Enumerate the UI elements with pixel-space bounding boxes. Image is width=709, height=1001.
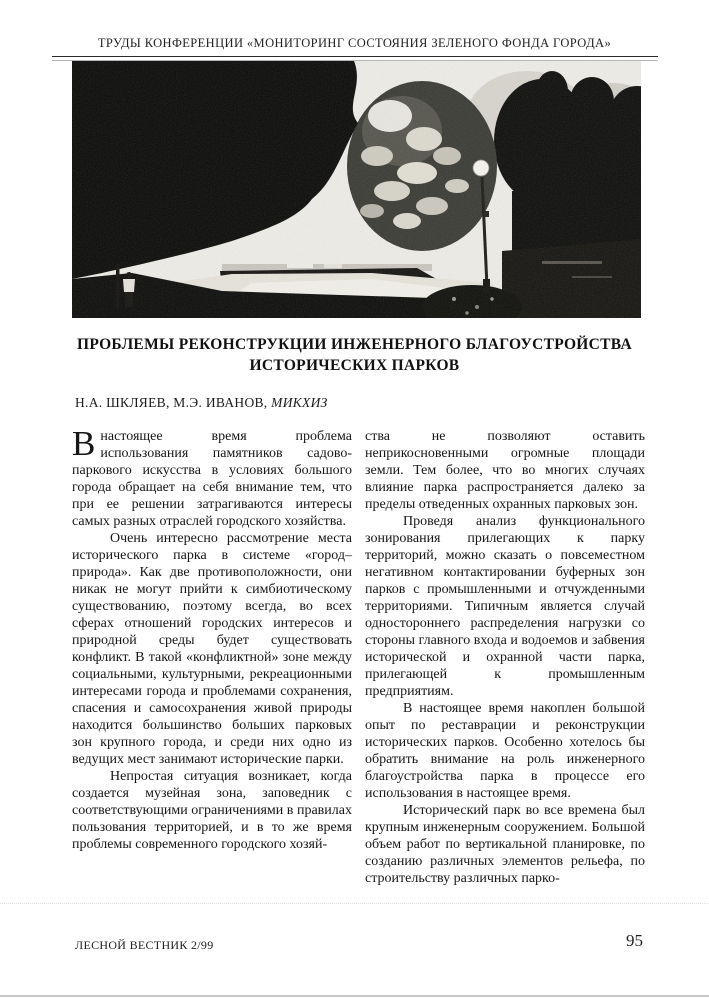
paragraph: ства не позволяют оставить неприкосновенными огромные площади земли. Тем более, что во многих случаях влияние парка распространяется далеко за пределы отведенных охранных парковых зон.	[365, 429, 645, 512]
park-photo-illustration	[72, 61, 641, 318]
paragraph: Очень интересно рассмотрение места исторического парка в системе «город–природа». Как две противоположности, они никак не могут прийти к симбиотическому существованию, поэтому всегда, во всех сферах отношений городских интересов и природной среды будет существовать конфликт. В такой «конфликтной» зоне между социальными, культурными, рекреационными интересами города и проблемами сохранения, спасения и самосохранения живой природы находится большинство больших парковых зон крупного города, и среди них одно из ведущих мест занимают исторические парки.	[72, 531, 352, 767]
scan-edge-line	[0, 995, 709, 997]
photo-grain	[72, 61, 641, 318]
paragraph	[72, 424, 352, 530]
paragraph: В настоящее время накоплен большой опыт по реставрации и реконструкции исторических парков. Особенно хотелось бы обратить внимание на роль инженерного благоустройства парка в процессе его использования в настоящее время.	[365, 701, 645, 801]
article-title	[0, 334, 709, 376]
journal-footer: ЛЕСНОЙ ВЕСТНИК 2/99	[75, 938, 214, 952]
running-header: ТРУДЫ КОНФЕРЕНЦИИ «МОНИТОРИНГ СОСТОЯНИЯ ЗЕЛЕНОГО ФОНДА ГОРОДА»	[97, 36, 612, 50]
page-number: 95	[626, 931, 643, 950]
dropcap: В	[72, 424, 96, 463]
authors-line	[75, 395, 709, 411]
affiliation: МИКХИЗ	[271, 395, 328, 410]
author-names: Н.А. ШКЛЯЕВ, М.Э. ИВАНОВ,	[75, 395, 268, 410]
paragraph: Исторический парк во все времена был крупным инженерным сооружением. Большой объем работ по вертикальной планировке, по созданию различных элементов рельефа, по строительству различных парко-	[365, 803, 645, 886]
article-title-line2: ИСТОРИЧЕСКИХ ПАРКОВ	[249, 357, 460, 374]
left-column	[72, 424, 352, 887]
scan-artifact-line	[0, 903, 709, 904]
right-column	[365, 428, 645, 887]
paragraph: Проведя анализ функционального зонирования прилегающих к парку территорий, можно сказать о повсеместном негативном контактировании буферных зон парков с промышленными и отчужденными территориями. Типичным является случай одностороннего распределения нагрузки со стороны главного входа и водоемов и забвения исторической и охранной части парка, прилегающей к промышленным предприятиям.	[365, 514, 645, 699]
park-photo	[72, 61, 641, 318]
article-body	[72, 424, 645, 887]
article-title-line1: ПРОБЛЕМЫ РЕКОНСТРУКЦИИ ИНЖЕНЕРНОГО БЛАГОУСТРОЙСТВА	[77, 336, 632, 353]
paragraph: Непростая ситуация возникает, когда создается музейная зона, заповедник с соответствующими ограничениями в правилах пользования территорией, и в то же время проблемы современного городского хозяй-	[72, 769, 352, 852]
paragraph-text: настоящее время проблема использования памятников садово-паркового искусства в условиях большого города обращает на себя внимание тем, что при ее решении затрагиваются интересы самых разных отраслей городского хозяйства.	[72, 429, 352, 529]
